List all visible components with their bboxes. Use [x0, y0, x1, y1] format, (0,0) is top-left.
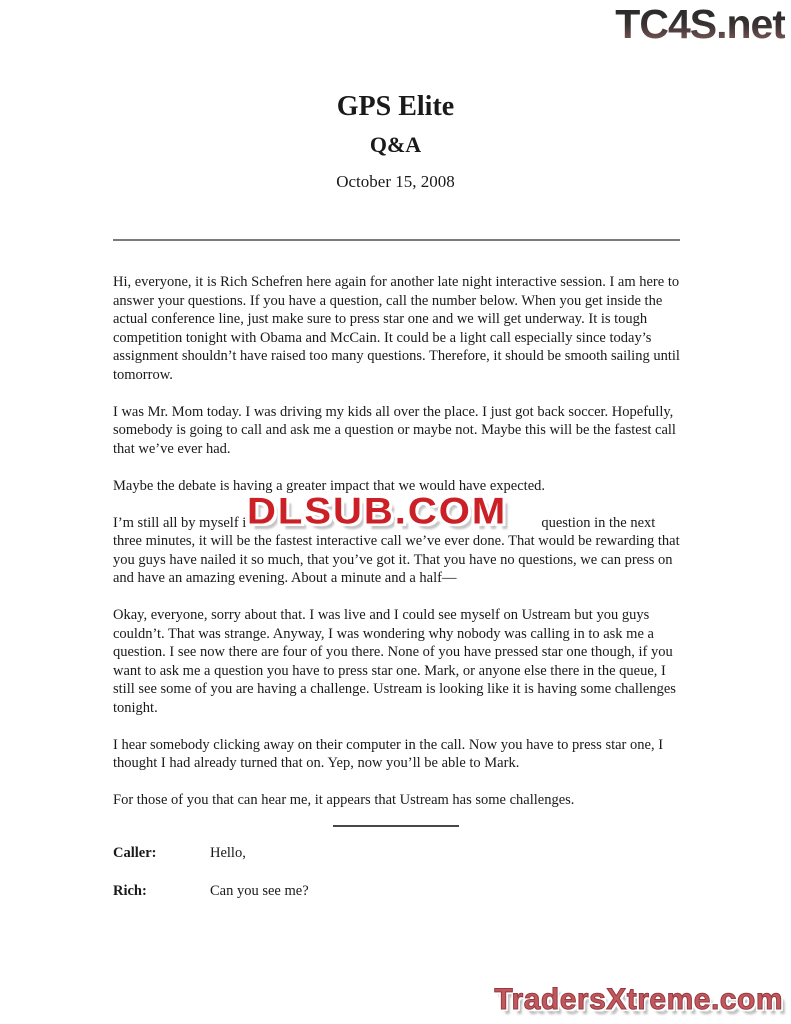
- tradersxtreme-watermark: TradersXtreme.com: [494, 983, 783, 1016]
- speaker-label-rich: Rich:: [113, 882, 147, 899]
- tc4s-watermark: TC4S.net: [615, 1, 785, 47]
- paragraph-challenges: For those of you that can hear me, it appears that Ustream has some challenges.: [113, 792, 575, 808]
- dialogue-row-caller: [113, 844, 680, 863]
- paragraph-with-watermark: [113, 490, 680, 588]
- dialogue-row-rich: [113, 882, 680, 901]
- speaker-text-rich: Can you see me?: [210, 882, 309, 899]
- document-date: October 15, 2008: [336, 172, 455, 191]
- paragraph-intro: Hi, everyone, it is Rich Schefren here again for another late night interactive session. I am here to answer your questions. If you have a question, call the number below. When you get inside the actual conference line, just make sure to press star one and we will get underway. It is tough competition tonight with Obama and McCain. It could be a light call especially since today’s assignment shouldn’t have raised too many questions. Therefore, it should be smooth sailing until tomorrow.: [113, 274, 680, 383]
- dlsub-watermark: DLSUB.COM: [247, 490, 508, 532]
- paragraph-clicking: I hear somebody clicking away on their computer in the call. Now you have to press star one, I thought I had already turned that on. Yep, now you’ll be able to Mark.: [113, 736, 664, 771]
- header-divider-rule: [113, 239, 680, 241]
- transcript-body: [113, 273, 680, 828]
- paragraph-ustream: Okay, everyone, sorry about that. I was live and I could see myself on Ustream but you guys couldn’t. That was strange. Anyway, I was wondering why nobody was calling in to ask me a question. I see now there are four of you there. None of you have pressed star one though, if you want to ask me a question you have to press star one. Mark, or anyone else there in the queue, I still see some of you are having a challenge. Ustream is looking like it is having some challenges tonight.: [113, 607, 676, 716]
- paragraph-mr-mom: I was Mr. Mom today. I was driving my kids all over the place. I just got back soccer. Hopefully, somebody is going to call and ask me a question or maybe not. Maybe this will be the fastest call that we’ve ever had.: [113, 403, 676, 457]
- dialogue-separator-rule: [333, 825, 459, 827]
- document-subtitle: Q&A: [369, 132, 422, 157]
- paragraph-debate: Maybe the debate is having a greater impact that we would have expected.: [113, 477, 546, 494]
- paragraph-watermarked-prefix: I’m still all by myself i: [113, 514, 247, 531]
- paragraph-watermarked-suffix: question in the next three minutes, it will be the fastest interactive call we’ve ever done. That would be rewarding that you guys have nailed it so much, that you’ve got it. That you have no questions, we can press on and have an amazing evening. About a minute and a half—: [113, 514, 680, 586]
- title-block: [0, 93, 791, 190]
- dialogue-section: [113, 844, 680, 919]
- document-title: GPS Elite: [336, 91, 455, 122]
- speaker-text-caller: Hello,: [210, 845, 246, 861]
- speaker-label-caller: Caller:: [113, 845, 157, 861]
